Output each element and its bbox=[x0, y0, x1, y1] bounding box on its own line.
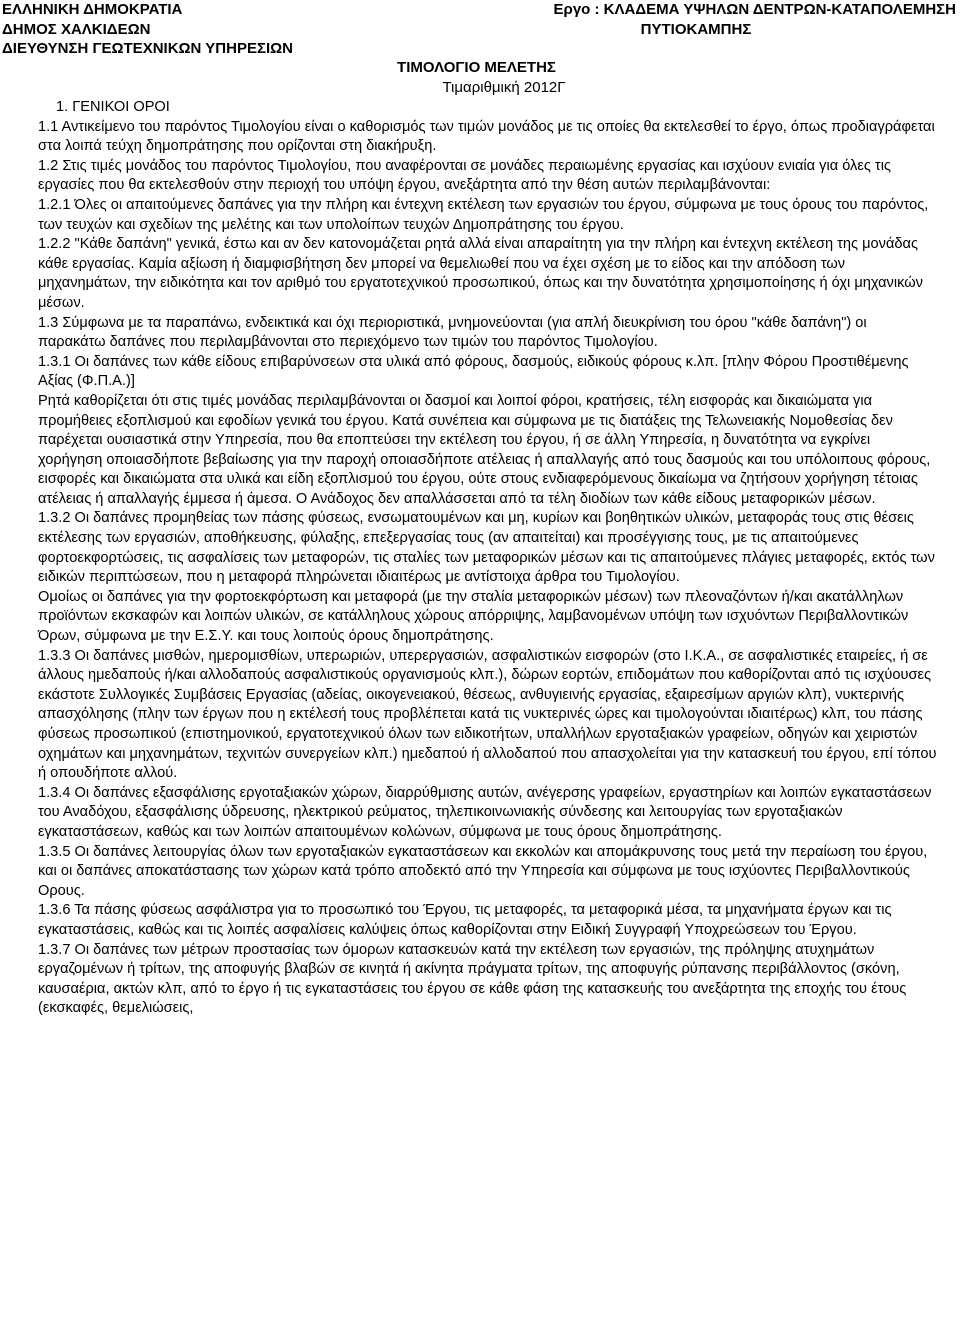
project-block bbox=[436, 0, 956, 39]
paragraph: 1.2.2 "Κάθε δαπάνη" γενικά, έστω και αν δεν κατονομάζεται ρητά αλλά είναι απαραίτητη για την πλήρη και έντεχνη εκτέλεση της μονάδας κάθε εργασίας. Καμία αξίωση ή διαμφισβήτηση δεν μπορεί να θεμελιωθεί που να έχει σχέση με το είδος και την απόδοση των μηχανημάτων, την ειδικότητα και τον αριθμό του εργατοτεχνικού προσωπικού, όπως και την δυνατότητα χρησιμοποίησης ή όχι μηχανικών μέσων. bbox=[38, 236, 923, 311]
project-title-line-2: ΠΥΤΙΟΚΑΜΠΗΣ bbox=[640, 20, 752, 38]
paragraph: Ομοίως οι δαπάνες για την φορτοεκφόρτωση και μεταφορά (με την σταλία μεταφορικών μέσων) των πλεοναζόντων ή/και ακατάλληλων προϊόντων εκσκαφών και λοιπών υλικών, σε κατάλληλους χώρους απόρριψης, λαμβανομένων υπόψη των ισχυόντων Περιβαλλοντικών Όρων, σύμφωνα με την Ε.Σ.Υ. και τους λοιπούς όρους δημοπράτησης. bbox=[38, 588, 909, 645]
paragraph: 1.3.3 Οι δαπάνες μισθών, ημερομισθίων, υπερωριών, υπερεργασιών, ασφαλιστικών εισφορών (στο Ι.Κ.Α., σε ασφαλιστικές εταιρείες, ή σε άλλους ημεδαπούς ή/και αλλοδαπούς ασφαλιστικούς οργανισμούς κλπ.), δώρων εορτών, επιδομάτων που καθορίζονται από τις ισχύουσες εκάστοτε Συλλογικές Συμβάσεις Εργασίας (αδείας, οικογενειακού, θέσεως, ανθυγιεινής εργασίας, εξαιρεσίμων αργιών κλπ), νυκτερινής απασχόλησης (πλην των έργων που η εκτέλεσή τους προβλέπεται κατά τις νυκτερινές ώρες και τιμολογούνται ιδιαιτέρως) κλπ, του πάσης φύσεως προσωπικού (επιστημονικού, εργατοτεχνικού όλων των ειδικοτήτων, υπαλλήλων εργοταξιακών γραφείων, οδηγών και χειριστών οχημάτων και μηχανημάτων, τεχνιτών συνεργείων κλπ.) ημεδαπού ή αλλοδαπού που απασχολείται για την κατασκευή του έργου, επί τόπου ή οπουδήποτε αλλού. bbox=[38, 647, 937, 782]
document-title-block bbox=[0, 58, 960, 97]
paragraph: 1.3 Σύμφωνα με τα παραπάνω, ενδεικτικά και όχι περιοριστικά, μνημονεύονται (για απλή διευκρίνιση του όρου "κάθε δαπάνη") οι παρακάτω δαπάνες που περιλαμβάνονται στο περιεχόμενο των τιμών του παρόντος Τιμολογίου. bbox=[38, 314, 867, 351]
paragraph: 1.3.1 Οι δαπάνες των κάθε είδους επιβαρύνσεων στα υλικά από φόρους, δασμούς, ειδικούς φόρους κ.λπ. [πλην Φόρου Προστιθέμενης Αξίας (Φ.Π.Α.)] bbox=[38, 353, 909, 390]
paragraph: 1.3.2 Οι δαπάνες προμηθείας των πάσης φύσεως, ενσωματουμένων και μη, κυρίων και βοηθητικών υλικών, μεταφοράς τους στις θέσεις εκτέλεσης των εργασιών, αποθήκευσης, φύλαξης, επεξεργασίας τους (αν απαιτείται) και προσέγγισης τους, με τις απαιτούμενες φορτοεκφορτώσεις, τις ασφαλίσεις των μεταφορών, τις σταλίες των μεταφορικών μέσων και τις απαιτούμενες πλάγιες μεταφορές, εκτός των ειδικών περιπτώσεων, που η μεταφορά πληρώνεται ιδιαιτέρως με αντίστοιχα άρθρα του Τιμολογίου. bbox=[38, 510, 935, 586]
paragraph: 1.3.4 Οι δαπάνες εξασφάλισης εργοταξιακών χώρων, διαρρύθμισης αυτών, ανέγερσης γραφείων, εργαστηρίων και λοιπών εγκαταστάσεων του Αναδόχου, εξασφάλισης ύδρευσης, ηλεκτρικού ρεύματος, τηλεπικοινωνιακής σύνδεσης και λειτουργίας των εργοταξιακών εγκαταστάσεων, καθώς και των λοιπών απαιτουμένων κολώνων, σύμφωνα με τους όρους δημοπράτησης. bbox=[38, 784, 932, 840]
issuer-line-1: ΕΛΛΗΝΙΚΗ ΔΗΜΟΚΡΑΤΙΑ bbox=[2, 1, 183, 18]
project-title-line-1: Εργο : ΚΛΑΔΕΜΑ ΥΨΗΛΩΝ ΔΕΝΤΡΩΝ-ΚΑΤΑΠΟΛΕΜΗΣΗ bbox=[553, 1, 956, 18]
paragraph: 1.3.7 Οι δαπάνες των μέτρων προστασίας των όμορων κατασκευών κατά την εκτέλεση των εργασιών, της πρόληψης ατυχημάτων εργαζομένων ή τρίτων, της αποφυγής βλαβών σε κινητά ή ακίνητα πράγματα τρίτων, της αποφυγής ρύπανσης περιβάλλοντος (σκόνη, καυσαέρια, ακτών κλπ, από το έργο ή τις εγκαταστάσεις του έργου σε κάθε φάση της κατασκευής του ανεξάρτητα της εποχής του έτους (εκσκαφές, θεμελιώσεις, bbox=[38, 941, 907, 1017]
section-heading: 1. ΓΕΝΙΚΟΙ ΟΡΟΙ bbox=[56, 99, 170, 115]
issuer-line-2: ΔΗΜΟΣ ΧΑΛΚΙΔΕΩΝ bbox=[2, 20, 151, 38]
paragraph: 1.3.6 Τα πάσης φύσεως ασφάλιστρα για το προσωπικό του Έργου, τις μεταφορές, τα μεταφορικά μέσα, τα μηχανήματα έργων και τις εγκαταστάσεις, καθώς και τις λοιπές ασφαλίσεις καλύψεις όπως καθορίζονται στην Ειδική Συγγραφή Υποχρεώσεων του Έργου. bbox=[38, 902, 892, 938]
issuer-line-3: ΔΙΕΥΘΥΝΣΗ ΓΕΩΤΕΧΝΙΚΩΝ ΥΠΗΡΕΣΙΩΝ bbox=[2, 40, 293, 57]
paragraph: 1.2 Στις τιμές μονάδος του παρόντος Τιμολογίου, που αναφέρονται σε μονάδες περαιωμένης εργασίας και ισχύουν ενιαία για όλες τις εργασίες που θα εκτελεσθούν στην περιοχή του υπόψη έργου, ανεξάρτητα από την θέση αυτών περιλαμβάνονται: bbox=[38, 157, 891, 194]
paragraph: 1.3.5 Οι δαπάνες λειτουργίας όλων των εργοταξιακών εγκαταστάσεων και εκκολών και απομάκρυνσης τους μετά την περαίωση του έργου, και οι δαπάνες αποκατάστασης των χώρων κατά τρόπο αποδεκτό από την Υπηρεσία και σύμφωνα με τους ισχύοντες Περιβαλλοντικούς Ορους. bbox=[38, 843, 928, 899]
paragraph: 1.1 Αντικείμενο του παρόντος Τιμολογίου είναι ο καθορισμός των τιμών μονάδος με τις οποίες θα εκτελεσθεί το έργο, όπως προδιαγράφεται στα λοιπά τεύχη δημοπράτησης που ορίζονται στη διακήρυξη. bbox=[38, 118, 935, 155]
document-subtitle: Τιμαριθμική 2012Γ bbox=[442, 78, 566, 96]
document-body bbox=[38, 98, 938, 1019]
document-title: ΤΙΜΟΛΟΓΙΟ ΜΕΛΕΤΗΣ bbox=[397, 59, 556, 76]
paragraph: Ρητά καθορίζεται ότι στις τιμές μονάδας περιλαμβάνονται οι δασμοί και λοιποί φόροι, κρατήσεις, τέλη εισφοράς και δικαιώματα για προμήθειες εξοπλισμού και εφοδίων γενικά του έργου. Κατά συνέπεια και σύμφωνα με τις διατάξεις της Τελωνειακής Νομοθεσίας δεν παρέχεται ουσιαστικά στην Υπηρεσία, που θα εποπτεύσει την εκτέλεση του έργου, ή σε άλλη Υπηρεσία, η δυνατότητα να εγκρίνει χορήγηση οποιασδήποτε βεβαίωσης για την παροχή οποιασδήποτε ατέλειας ή απαλλαγής από τους δασμούς και του υπόλοιπους φόρους, εισφορές και δικαιώματα στα υλικά και είδη εξοπλισμού του έργου, ούτε στους ενδιαφερόμενους δικαίωμα να ζητήσουν χορήγηση τέτοιας ατέλειας ή απαλλαγής έμμεσα ή άμεσα. Ο Ανάδοχος δεν απαλλάσσεται από τα τέλη διοδίων των κάθε είδους μεταφορικών μέσων. bbox=[38, 392, 931, 507]
issuer-block bbox=[2, 0, 293, 59]
paragraph: 1.2.1 Όλες οι απαιτούμενες δαπάνες για την πλήρη και έντεχνη εκτέλεση των εργασιών του έργου, σύμφωνα με τους όρους του παρόντος, των τευχών και σχεδίων της μελέτης και των υπολοίπων τευχών Δημοπράτησης του έργου. bbox=[38, 196, 929, 233]
